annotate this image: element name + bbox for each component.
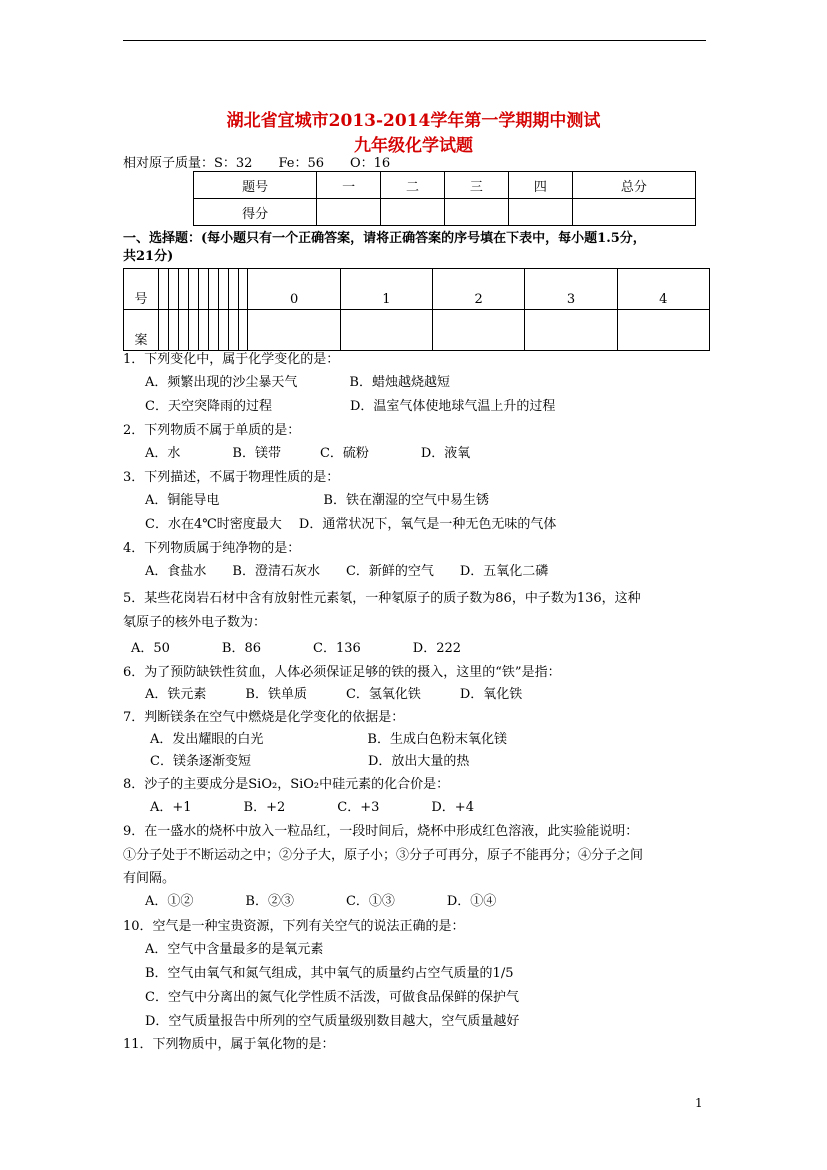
- question-option-line: A．铁元素 B．铁单质 C．氢氧化铁 D．氧化铁: [145, 687, 523, 702]
- answer-number-cell: 2: [433, 269, 525, 310]
- question-option-line: B．空气由氧气和氮气组成，其中氧气的质量约占空气质量的1/5: [145, 966, 514, 981]
- score-header-cell: 四: [508, 172, 572, 199]
- answer-cell: [168, 310, 178, 351]
- score-header-cell: 二: [381, 172, 445, 199]
- answer-cell: [159, 310, 169, 351]
- question-stem: 10．空气是一种宝贵资源，下列有关空气的说法正确的是：: [123, 919, 465, 934]
- answer-number-cell: 1: [340, 269, 432, 310]
- question-stem: 4．下列物质属于纯净物的是：: [123, 541, 301, 556]
- answer-cell: [525, 310, 617, 351]
- answer-cell: [208, 310, 218, 351]
- answer-number-cell: [208, 269, 218, 310]
- answer-number-cell: [198, 269, 208, 310]
- score-cell: [508, 199, 572, 226]
- answer-row-label: 案: [124, 310, 159, 351]
- atomic-masses: 相对原子质量：S：32 Fe：56 O：16: [123, 156, 391, 171]
- score-header-cell: 一: [317, 172, 381, 199]
- answer-number-cell: 4: [617, 269, 709, 310]
- answer-cell: [248, 310, 340, 351]
- question-stem: 8．沙子的主要成分是SiO₂，SiO₂中硅元素的化合价是：: [123, 777, 450, 792]
- question-stem: 9．在一盛水的烧杯中放入一粒品红，一段时间后，烧杯中形成红色溶液，此实验能说明：: [123, 824, 639, 839]
- answer-cell: [198, 310, 208, 351]
- score-header-cell: 总分: [572, 172, 695, 199]
- score-cell: [572, 199, 695, 226]
- question-stem-cont: 有间隔。: [123, 871, 176, 886]
- answer-cell: [228, 310, 238, 351]
- score-cell: [317, 199, 381, 226]
- question-stem: 2．下列物质不属于单质的是：: [123, 423, 301, 438]
- answer-cell: [617, 310, 709, 351]
- score-table: [193, 171, 696, 226]
- score-header-cell: 三: [444, 172, 508, 199]
- answer-cell: [178, 310, 188, 351]
- answer-cell: [340, 310, 432, 351]
- score-header-cell: 题号: [194, 172, 317, 199]
- question-stem: 6．为了预防缺铁性贫血，人体必须保证足够的铁的摄入，这里的“铁”是指：: [123, 665, 561, 680]
- question-option-line: C．天空突降雨的过程 D．温室气体使地球气温上升的过程: [145, 399, 556, 414]
- answer-cell: [433, 310, 525, 351]
- question-option-line: A．①② B．②③ C．①③ D．①④: [145, 894, 497, 909]
- question-option-line: C．空气中分离出的氮气化学性质不活泼，可做食品保鲜的保护气: [145, 990, 519, 1005]
- question-option-line: A．铜能导电 B．铁在潮湿的空气中易生锈: [145, 493, 489, 508]
- question-option-line: D．空气质量报告中所列的空气质量级别数目越大，空气质量越好: [145, 1014, 520, 1029]
- exam-title: 湖北省宜城市2013-2014学年第一学期期中测试: [226, 111, 601, 131]
- answer-table: [123, 268, 710, 351]
- header-rule: [123, 40, 706, 41]
- answer-number-cell: [228, 269, 238, 310]
- question-option-line: A．+1 B．+2 C．+3 D．+4: [150, 800, 474, 815]
- exam-subtitle: 九年级化学试题: [354, 136, 473, 156]
- section1-heading-cont: 共21分): [123, 249, 174, 264]
- answer-cell: [238, 310, 248, 351]
- answer-number-cell: 3: [525, 269, 617, 310]
- answer-number-cell: 0: [248, 269, 340, 310]
- question-stem: 3．下列描述，不属于物理性质的是：: [123, 470, 340, 485]
- question-stem-cont: 氡原子的核外电子数为：: [123, 615, 267, 630]
- question-option-line: A．空气中含量最多的是氧元素: [145, 942, 324, 957]
- answer-number-cell: [178, 269, 188, 310]
- question-option-line: A．水 B．镁带 C．硫粉 D．液氧: [145, 446, 471, 461]
- question-option-line: C．镁条逐渐变短 D．放出大量的热: [150, 754, 470, 769]
- score-row-label: 得分: [194, 199, 317, 226]
- answer-number-cell: [218, 269, 228, 310]
- question-option-line: A．发出耀眼的白光 B．生成白色粉末氧化镁: [150, 732, 507, 747]
- answer-number-cell: [188, 269, 198, 310]
- answer-row-label: 号: [124, 269, 159, 310]
- score-cell: [381, 199, 445, 226]
- question-stem: 1．下列变化中，属于化学变化的是：: [123, 352, 340, 367]
- answer-number-cell: [159, 269, 169, 310]
- answer-cell: [218, 310, 228, 351]
- question-stem: 11．下列物质中，属于氧化物的是：: [123, 1037, 335, 1052]
- question-option-line: A．食盐水 B．澄清石灰水 C．新鲜的空气 D．五氧化二磷: [145, 564, 549, 579]
- answer-cell: [188, 310, 198, 351]
- section1-heading: 一、选择题：(每小题只有一个正确答案，请将正确答案的序号填在下表中，每小题1.5分，: [123, 231, 646, 246]
- question-option-line: A．50 B．86 C．136 D．222: [131, 641, 462, 656]
- score-cell: [444, 199, 508, 226]
- question-option-line: C．水在4℃时密度最大 D．通常状况下，氧气是一种无色无味的气体: [145, 517, 557, 532]
- question-option-line: A．频繁出现的沙尘暴天气 B．蜡烛越烧越短: [145, 375, 450, 390]
- question-stem: 7．判断镁条在空气中燃烧是化学变化的依据是：: [123, 710, 405, 725]
- page-number: 1: [695, 1096, 703, 1110]
- question-stem-cont: ①分子处于不断运动之中；②分子大，原子小；③分子可再分，原子不能再分；④分子之间: [123, 848, 644, 863]
- question-stem: 5．某些花岗岩石材中含有放射性元素氡，一种氡原子的质子数为86，中子数为136，这种: [123, 591, 641, 606]
- answer-number-cell: [238, 269, 248, 310]
- answer-number-cell: [168, 269, 178, 310]
